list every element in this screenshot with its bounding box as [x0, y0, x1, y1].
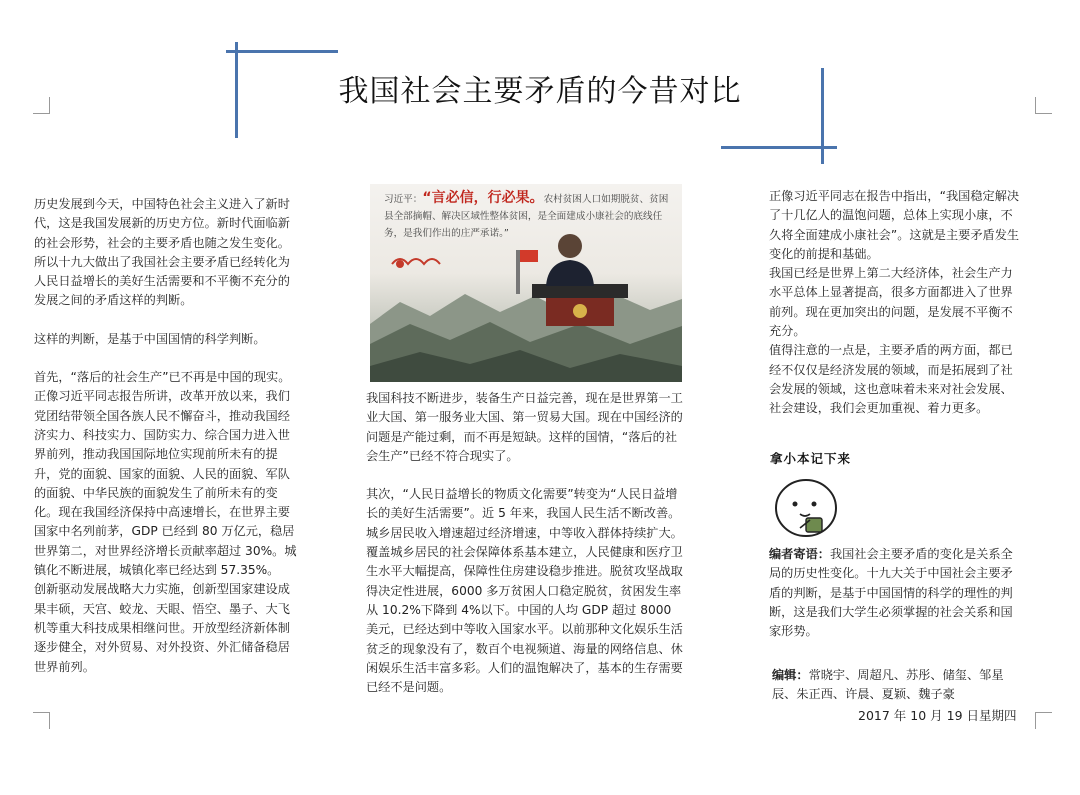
middle-paragraph-3: 覆盖城乡居民的社会保障体系基本建立，人民健康和医疗卫生水平大幅提高，保障性住房建设稳步推进。脱贫攻坚战取得决定性进展，6000 多万贫困人口稳定脱贫，贫困发生率从 10.2%下降到 4%以下。中国的人均 GDP 超过 8000 美元，已经达到中等收入国家水平。以前那种文化娱乐生活贫乏的现象没有了，数百个电视频道、海量的网络信息、休闲娱乐生活丰富多彩。人们的温饱解决了，基本的生存需要已经不是问题。	[366, 545, 683, 695]
left-paragraph-3: 首先，“落后的社会生产”已不再是中国的现实。正像习近平同志报告所讲，改革开放以来，我们党团结带领全国各族人民不懈奋斗，推动我国经济实力、科技实力、国防实力、综合国力进入世界前列，推动我国国际地位实现前所未有的提升，党的面貌、国家的面貌、人民的面貌、军队的面貌、中华民族的面貌发生了前所未有的变化。现在我国经济保持中高速增长，在世界主要国家中名列前茅，GDP 已经到 80 万亿元，稳居世界第二，对世界经济增长贡献率超过 30%。城镇化不断进展，城镇化率已经达到 57.35%。	[34, 370, 297, 578]
photo-headline: “言必信，行必果。	[422, 190, 544, 206]
title-frame-line-right	[821, 68, 824, 164]
editors-label: 编辑：	[772, 668, 809, 682]
crop-mark-top-right	[1035, 97, 1052, 114]
photo-illustration	[370, 184, 682, 382]
editor-note	[769, 545, 1021, 641]
note-taking-sticker-icon	[770, 470, 842, 540]
title-frame-line-top	[226, 50, 338, 53]
middle-column	[366, 389, 684, 697]
middle-paragraph-2: 其次，“人民日益增长的物质文化需要”转变为“人民日益增长的美好生活需要”。近 5 年来，我国人民生活不断改善。城乡居民收入增速超过经济增速，中等收入群体持续扩大。	[366, 487, 683, 540]
crop-mark-bottom-left	[33, 712, 50, 729]
news-photo	[370, 184, 682, 382]
title-frame-line-bottom	[721, 146, 837, 149]
photo-text: 农村贫困人口如期脱贫、贫困县全部摘帽、解决区域性整体贫困，是全面建成小康社会的底线任务，是我们作出的庄严承诺。”	[384, 194, 669, 239]
publication-date: 2017 年 10 月 19 日星期四	[858, 708, 1017, 723]
sticker-caption: 拿小本记下来	[770, 451, 852, 466]
photo-speaker: 习近平：	[384, 194, 423, 205]
editor-note-label: 编者寄语：	[769, 547, 830, 561]
editors-credit	[772, 666, 1024, 705]
left-paragraph-4: 创新驱动发展战略大力实施，创新型国家建设成果丰硕，天宫、蛟龙、天眼、悟空、墨子、大飞机等重大科技成果相继问世。开放型经济新体制逐步健全，对外贸易、对外投资、外汇储备稳居世界前列。	[34, 582, 290, 674]
right-paragraph-3: 值得注意的一点是，主要矛盾的两方面，都已经不仅仅是经济发展的领域，而是拓展到了社会发展的领域，这也意味着未来对社会发展、社会建设，我们会更加重视、着力更多。	[769, 343, 1013, 416]
middle-paragraph-1: 我国科技不断进步，装备生产日益完善，现在是世界第一工业大国、第一服务业大国、第一贸易大国。现在中国经济的问题是产能过剩，而不再是短缺。这样的国情，“落后的社会生产”已经不符合现实了。	[366, 391, 683, 463]
page-title: 我国社会主要矛盾的今昔对比	[338, 74, 742, 109]
crop-mark-top-left	[33, 97, 50, 114]
right-paragraph-2: 我国已经是世界上第二大经济体，社会生产力水平总体上显著提高，很多方面都进入了世界前列。现在更加突出的问题，是发展不平衡不充分。	[769, 266, 1013, 339]
editor-note-text: 我国社会主要矛盾的变化是关系全局的历史性变化。十九大关于中国社会主要矛盾的判断，是基于中国国情的科学的理性的判断，这是我们大学生必须掌握的社会关系和国家形势。	[769, 547, 1013, 639]
right-column	[769, 187, 1021, 419]
cloud-ornament-icon	[392, 259, 440, 267]
crop-mark-bottom-right	[1035, 712, 1052, 729]
editors-names: 常晓宇、周超凡、苏彤、储玺、邹星辰、朱正西、许晨、夏颖、魏子豪	[772, 668, 1004, 702]
right-paragraph-1: 正像习近平同志在报告中指出，“我国稳定解决了十几亿人的温饱问题，总体上实现小康，不久将全面建成小康社会”。这就是主要矛盾发生变化的前提和基础。	[769, 189, 1020, 261]
left-paragraph-1: 历史发展到今天，中国特色社会主义进入了新时代，这是我国发展新的历史方位。新时代面临新的社会形势，社会的主要矛盾也随之发生变化。所以十九大做出了我国社会主要矛盾已经转化为人民日益增长的美好生活需要和不平衡不充分的发展之间的矛盾这样的判断。	[34, 197, 290, 308]
left-column	[34, 195, 302, 677]
title-frame-line-left	[235, 42, 238, 138]
left-paragraph-2: 这样的判断，是基于中国国情的科学判断。	[34, 331, 266, 346]
